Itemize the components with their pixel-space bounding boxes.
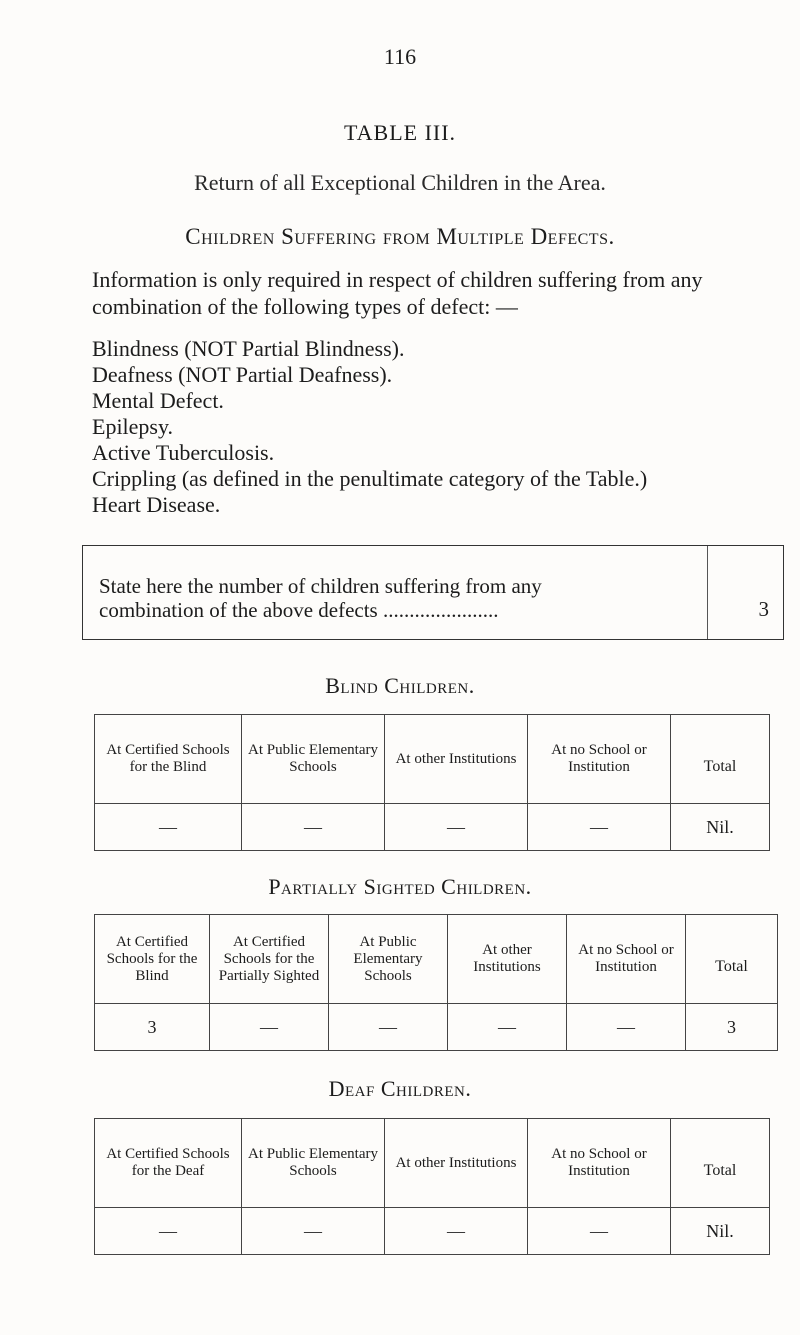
deaf-value-cell: — — [95, 1208, 242, 1255]
partial-col-header: At other Institutions — [448, 915, 567, 1004]
blind-value-cell: — — [95, 804, 242, 851]
defect-item: Blindness (NOT Partial Blindness). — [92, 336, 405, 361]
partial-heading: Partially Sighted Children. — [268, 874, 532, 899]
defect-item: Crippling (as defined in the penultimate category of the Table.) — [92, 466, 648, 491]
defect-item: Heart Disease. — [92, 492, 221, 517]
table-title: TABLE III. — [343, 120, 457, 145]
blind-values-row — [95, 804, 770, 851]
deaf-value-cell: — — [528, 1208, 671, 1255]
defect-item: Active Tuberculosis. — [92, 440, 275, 465]
partial-value-cell: — — [329, 1004, 448, 1051]
blind-table — [94, 714, 770, 851]
deaf-col-header: At no School or Institution — [528, 1119, 671, 1208]
partial-value-cell: — — [210, 1004, 329, 1051]
blind-col-header: At Certified Schools for the Blind — [95, 715, 242, 804]
partial-value-cell: 3 — [686, 1004, 778, 1051]
defect-item: Epilepsy. — [92, 414, 174, 439]
intro-paragraph: Information is only required in respect of children suffering from any combination of the following types of defect: — — [92, 267, 703, 319]
blind-header-row — [95, 715, 770, 804]
state-line-1: State here the number of children suffering from any — [99, 574, 542, 598]
deaf-header-row — [95, 1119, 770, 1208]
blind-value-cell: Nil. — [671, 804, 770, 851]
partial-value-cell: — — [567, 1004, 686, 1051]
state-question — [99, 574, 542, 622]
defect-list — [92, 336, 647, 518]
blind-col-header: At no School or Institution — [528, 715, 671, 804]
blind-col-header: At Public Elementary Schools — [242, 715, 385, 804]
partial-value-cell: 3 — [95, 1004, 210, 1051]
partial-col-header: At Certified Schools for the Blind — [95, 915, 210, 1004]
deaf-heading: Deaf Children. — [328, 1076, 472, 1101]
partial-value-cell: — — [448, 1004, 567, 1051]
state-line-2: combination of the above defects ...................... — [99, 598, 499, 622]
blind-value-cell: — — [385, 804, 528, 851]
partial-col-header: Total — [686, 915, 778, 1004]
deaf-value-cell: — — [385, 1208, 528, 1255]
deaf-values-row — [95, 1208, 770, 1255]
defect-item: Mental Defect. — [92, 388, 224, 413]
page-number: 116 — [383, 44, 417, 69]
blind-col-header: Total — [671, 715, 770, 804]
blind-value-cell: — — [242, 804, 385, 851]
deaf-col-header: At other Institutions — [385, 1119, 528, 1208]
partial-col-header: At Public Elementary Schools — [329, 915, 448, 1004]
partial-col-header: At no School or Institution — [567, 915, 686, 1004]
deaf-value-cell: — — [242, 1208, 385, 1255]
partial-table — [94, 914, 778, 1051]
state-value: 3 — [758, 597, 769, 621]
deaf-col-header: Total — [671, 1119, 770, 1208]
partial-values-row — [95, 1004, 778, 1051]
deaf-col-header: At Public Elementary Schools — [242, 1119, 385, 1208]
state-divider — [707, 546, 708, 639]
blind-col-header: At other Institutions — [385, 715, 528, 804]
blind-value-cell: — — [528, 804, 671, 851]
blind-heading: Blind Children. — [325, 673, 475, 698]
deaf-table — [94, 1118, 770, 1255]
state-box — [82, 545, 784, 640]
deaf-value-cell: Nil. — [671, 1208, 770, 1255]
subtitle: Return of all Exceptional Children in the Area. — [194, 170, 606, 195]
section-heading: Children Suffering from Multiple Defects. — [185, 224, 615, 249]
partial-col-header: At Certified Schools for the Partially Sighted — [210, 915, 329, 1004]
deaf-col-header: At Certified Schools for the Deaf — [95, 1119, 242, 1208]
partial-header-row — [95, 915, 778, 1004]
defect-item: Deafness (NOT Partial Deafness). — [92, 362, 393, 387]
